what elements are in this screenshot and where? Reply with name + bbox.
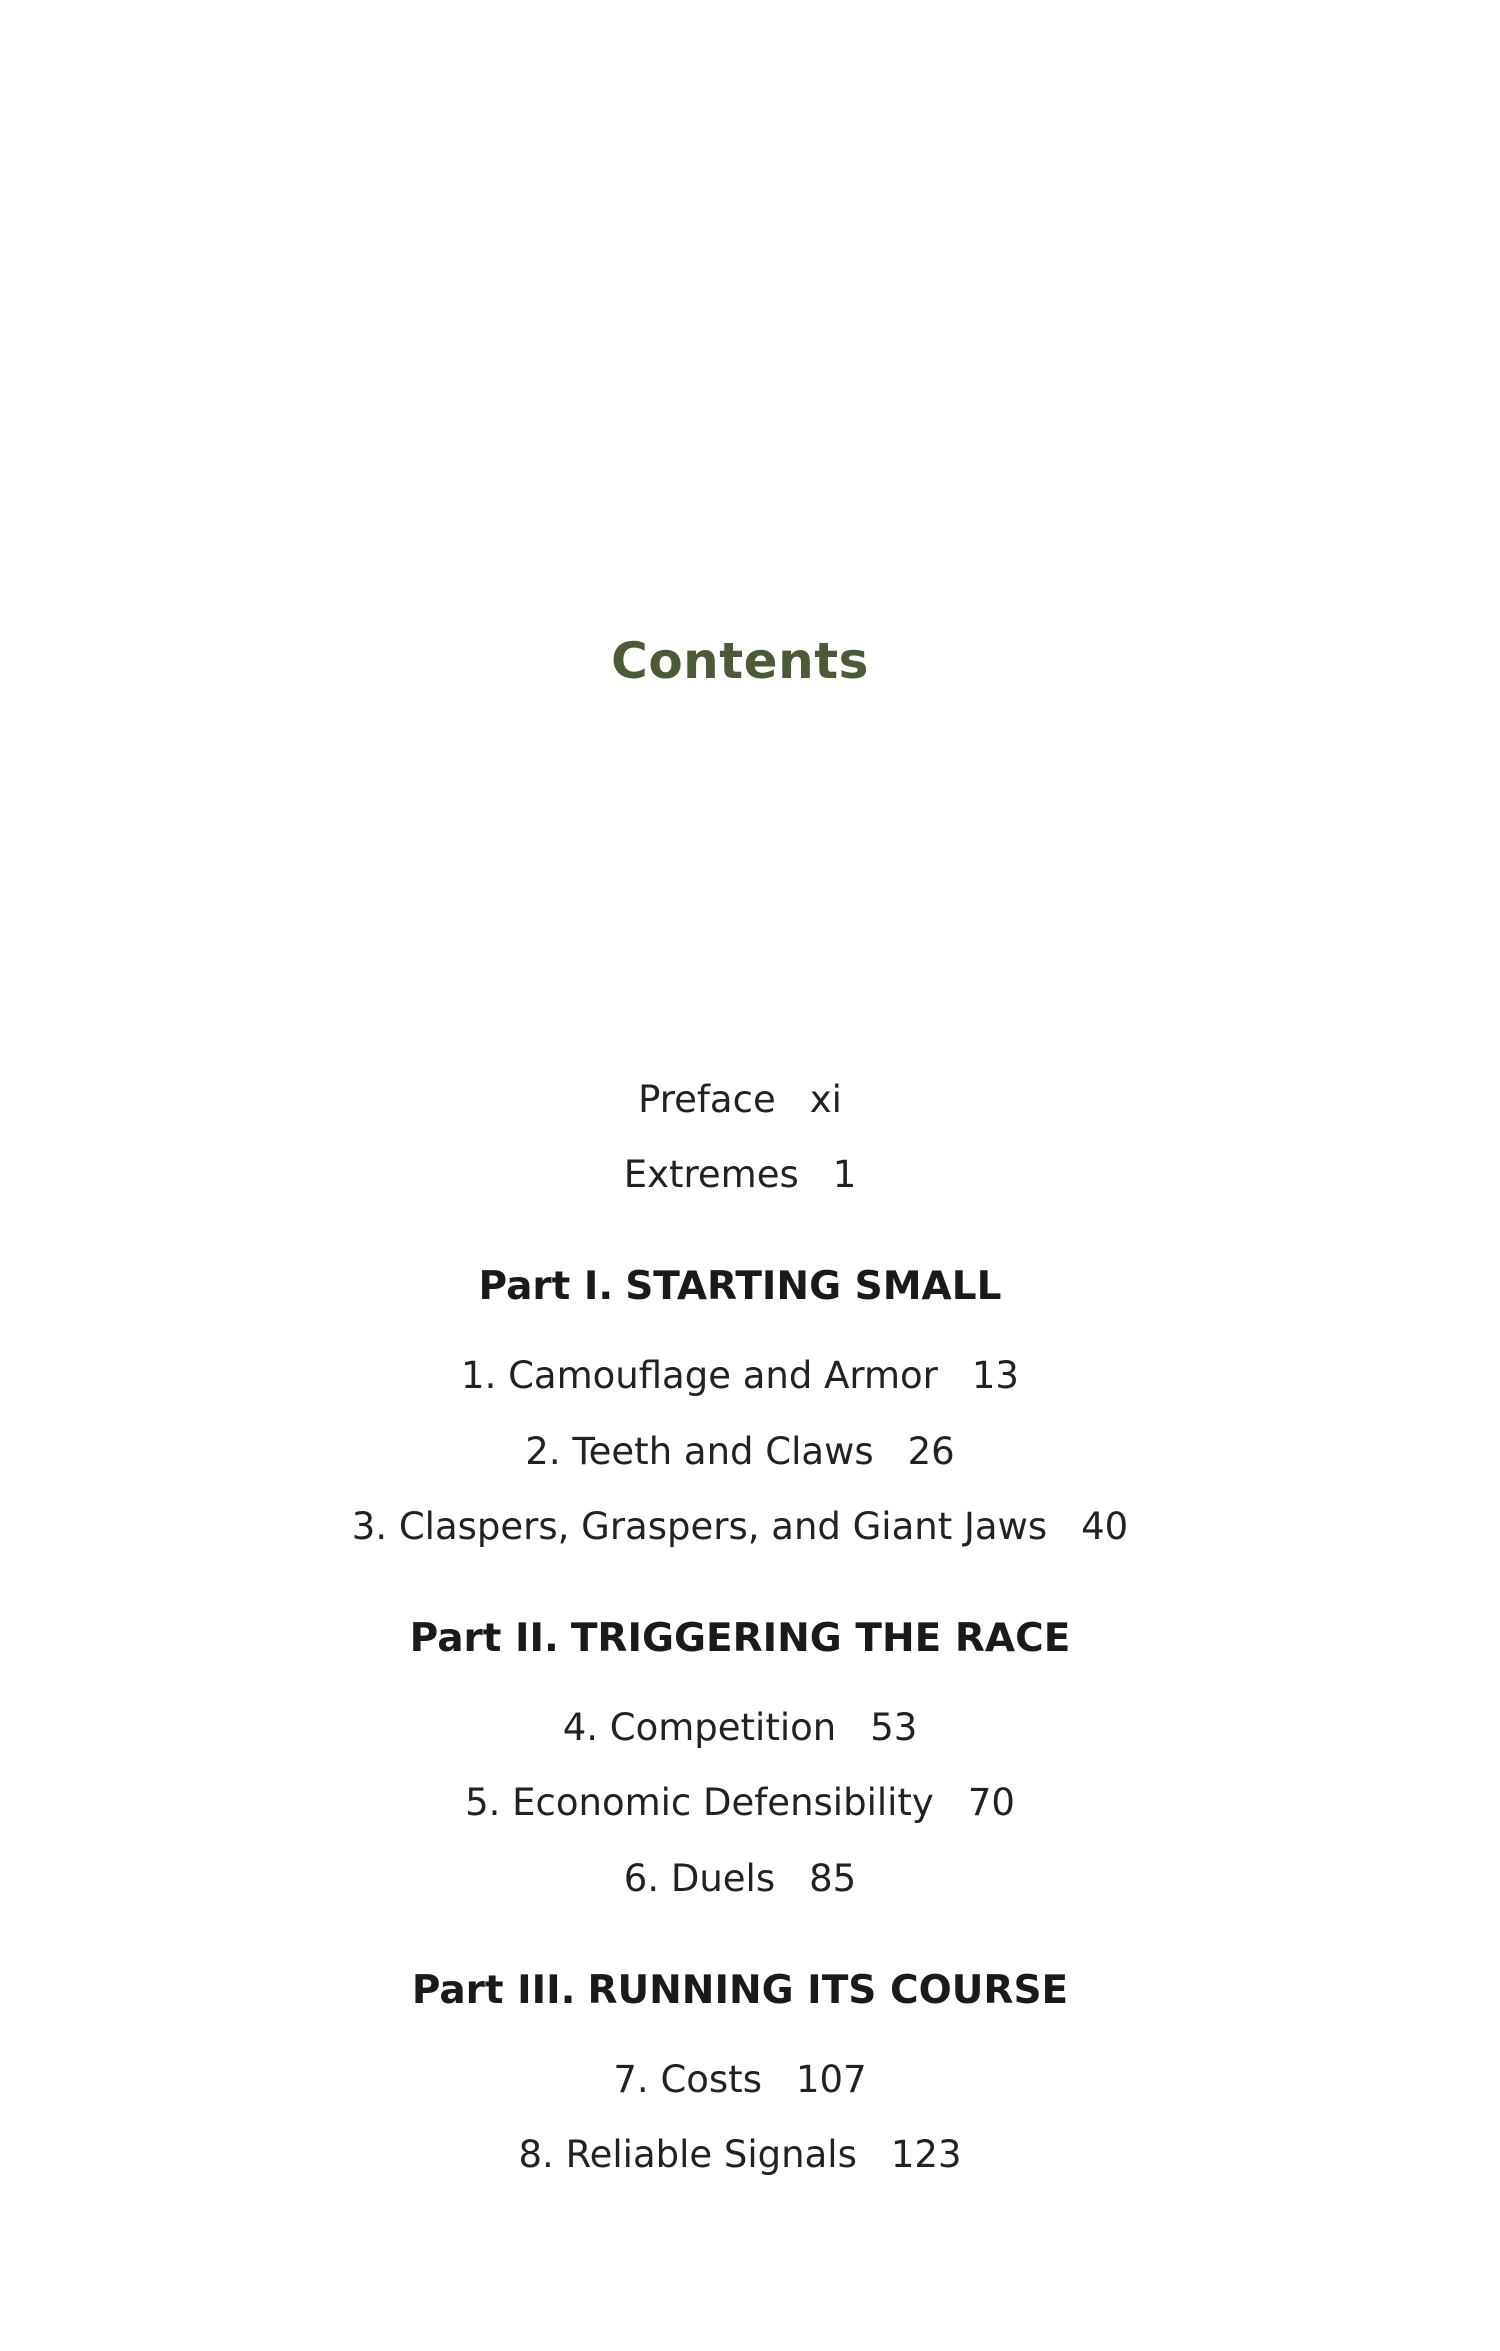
toc-entry-label: 7. Costs <box>613 2058 762 2101</box>
part-number: Part I. <box>478 1264 614 1309</box>
part-number: Part II. <box>409 1616 559 1661</box>
part-heading-1 <box>0 1260 1480 1314</box>
toc-entry-page: 53 <box>870 1706 918 1749</box>
toc-entry-page: 40 <box>1081 1505 1129 1548</box>
toc-entry-chapter-1 <box>0 1351 1480 1401</box>
toc-entry-chapter-5 <box>0 1778 1480 1828</box>
toc-entry-chapter-7 <box>0 2055 1480 2105</box>
part-number: Part III. <box>411 1968 576 2013</box>
toc-entry-label: Extremes <box>623 1153 799 1196</box>
page-title: Contents <box>611 631 869 690</box>
toc-entry-chapter-2 <box>0 1427 1480 1477</box>
toc-entry-label: 3. Claspers, Graspers, and Giant Jaws <box>351 1505 1048 1548</box>
toc-entry-page: 26 <box>907 1430 955 1473</box>
toc-entry-label: 6. Duels <box>623 1857 776 1900</box>
toc-entry-page: 123 <box>890 2133 962 2176</box>
toc-entry-page: 70 <box>967 1781 1015 1824</box>
toc-entry-page: xi <box>809 1078 842 1121</box>
toc-entry-page: 107 <box>795 2058 867 2101</box>
part-heading-3 <box>0 1964 1480 2018</box>
toc-entry-label: 8. Reliable Signals <box>518 2133 857 2176</box>
toc-entry-label: Preface <box>638 1078 776 1121</box>
toc-entry-chapter-3 <box>0 1502 1480 1552</box>
toc-entry-label: 2. Teeth and Claws <box>525 1430 874 1473</box>
toc-entry-chapter-8 <box>0 2130 1480 2180</box>
part-name: TRIGGERING THE RACE <box>570 1616 1071 1661</box>
toc-entry-page: 85 <box>809 1857 857 1900</box>
part-name: STARTING SMALL <box>625 1264 1002 1309</box>
toc-entry-chapter-4 <box>0 1703 1480 1753</box>
part-name: RUNNING ITS COURSE <box>587 1968 1069 2013</box>
part-heading-2 <box>0 1612 1480 1666</box>
toc-entry-label: 5. Economic Defensibility <box>465 1781 934 1824</box>
toc-entry-preface <box>0 1075 1480 1125</box>
toc-entry-page: 1 <box>832 1153 857 1196</box>
toc-entry-chapter-6 <box>0 1854 1480 1904</box>
toc-entry-page: 13 <box>971 1354 1019 1397</box>
toc-entry-label: 4. Competition <box>562 1706 837 1749</box>
toc-entry-label: 1. Camouflage and Armor <box>461 1354 938 1397</box>
toc-entry-extremes <box>0 1150 1480 1200</box>
